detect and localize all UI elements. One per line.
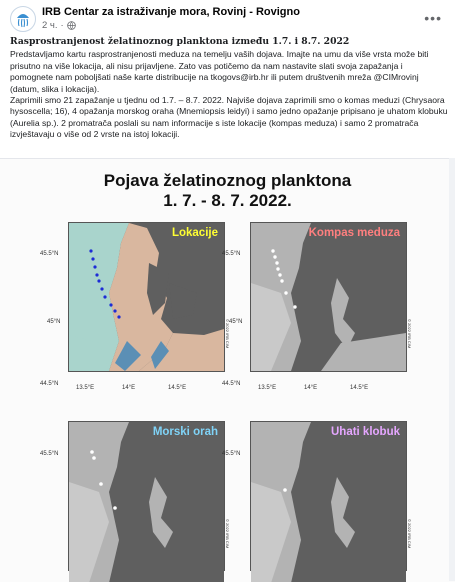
globe-icon [67, 21, 76, 30]
map-lokacije [69, 223, 224, 371]
lat-tick: 45.5°N [222, 451, 241, 457]
panel-label: Morski orah [152, 426, 218, 438]
lon-tick: 14.5°E [350, 385, 369, 391]
map-morski-orah [69, 422, 224, 582]
more-options-icon[interactable]: ••• [424, 10, 442, 26]
map-panel-kompas-meduza [250, 222, 407, 372]
post-title: Rasprostranjenost želatinoznog planktona između 1.7. i 8.7. 2022 [10, 36, 350, 47]
lat-tick: 45°N [229, 319, 243, 325]
lon-tick: 14°E [122, 385, 136, 391]
lat-tick: 44.5°N [222, 381, 241, 387]
post-paragraph: Zaprimili smo 21 zapažanje u tjednu od 1.7. – 8.7. 2022. Najviše dojava zaprimili smo o komas meduzi (Chrysaora hysoscella; 16), 4 opažanja morskog oraha (Mnemiopsis leidyi) i samo jedno opažanje pripisano je uhatom klobuku (Aurelia sp.). 2 promatrača poslali su nam informacije s iste lokacije (kompas meduza) i samo 2 promatrača izvještavaju o više od 2 vrste na istoj lokaciji. [10, 95, 448, 140]
lon-tick: 13.5°E [258, 385, 277, 391]
map-credit: © 2022 IRB CIM [225, 319, 230, 349]
lon-tick: 13.5°E [76, 385, 95, 391]
map-panel-morski-orah [68, 421, 225, 571]
lat-tick: 45.5°N [222, 251, 241, 257]
map-panel-uhati-klobuk [250, 421, 407, 571]
panel-label: Lokacije [171, 227, 218, 239]
lat-tick: 44.5°N [40, 381, 59, 387]
post-image[interactable] [0, 158, 455, 582]
figure-date-range: 1. 7. - 8. 7. 2022. [163, 191, 292, 210]
lon-tick: 14°E [304, 385, 318, 391]
map-credit: © 2022 IRB CIM [407, 319, 412, 349]
post-paragraph: Predstavljamo kartu rasprostranjenosti meduza na temelju vaših dojava. Imajte na umu da više vrsta može biti prisutno na više lokacija, ali nisu prijavljene. Zato vas potičemo da nam nastavite slati svoja zapažanja i pomognete nam poboljšati naše karte distribucije na tkogovs@irb.hr ili putem društvenih mreža @CIMrovinj (datum, slika i lokacija). [10, 49, 429, 94]
scrollbar[interactable] [449, 158, 455, 581]
map-credit: © 2022 IRB CIM [407, 519, 412, 549]
map-panel-lokacije [68, 222, 225, 372]
post-text [10, 36, 448, 141]
lat-tick: 45°N [47, 319, 61, 325]
lat-tick: 45.5°N [40, 451, 59, 457]
map-kompas-meduza [251, 223, 406, 371]
panel-label: Uhati klobuk [330, 426, 400, 438]
report-points [283, 488, 287, 492]
lon-tick: 14.5°E [168, 385, 187, 391]
map-credit: © 2022 IRB CIM [225, 519, 230, 549]
map-uhati-klobuk [251, 422, 406, 582]
figure-title: Pojava želatinoznog planktona [103, 171, 352, 190]
page-name-link[interactable]: IRB Centar za istraživanje mora, Rovinj - Rovigno [42, 6, 300, 18]
panel-label: Kompas meduza [308, 227, 400, 239]
avatar[interactable] [10, 6, 36, 32]
jellyfish-logo-icon [11, 7, 35, 31]
lat-tick: 45.5°N [40, 251, 59, 257]
post-header [10, 4, 450, 34]
post-meta: 2 ч. · [42, 20, 76, 31]
post-time-link[interactable]: 2 ч. [42, 20, 58, 31]
